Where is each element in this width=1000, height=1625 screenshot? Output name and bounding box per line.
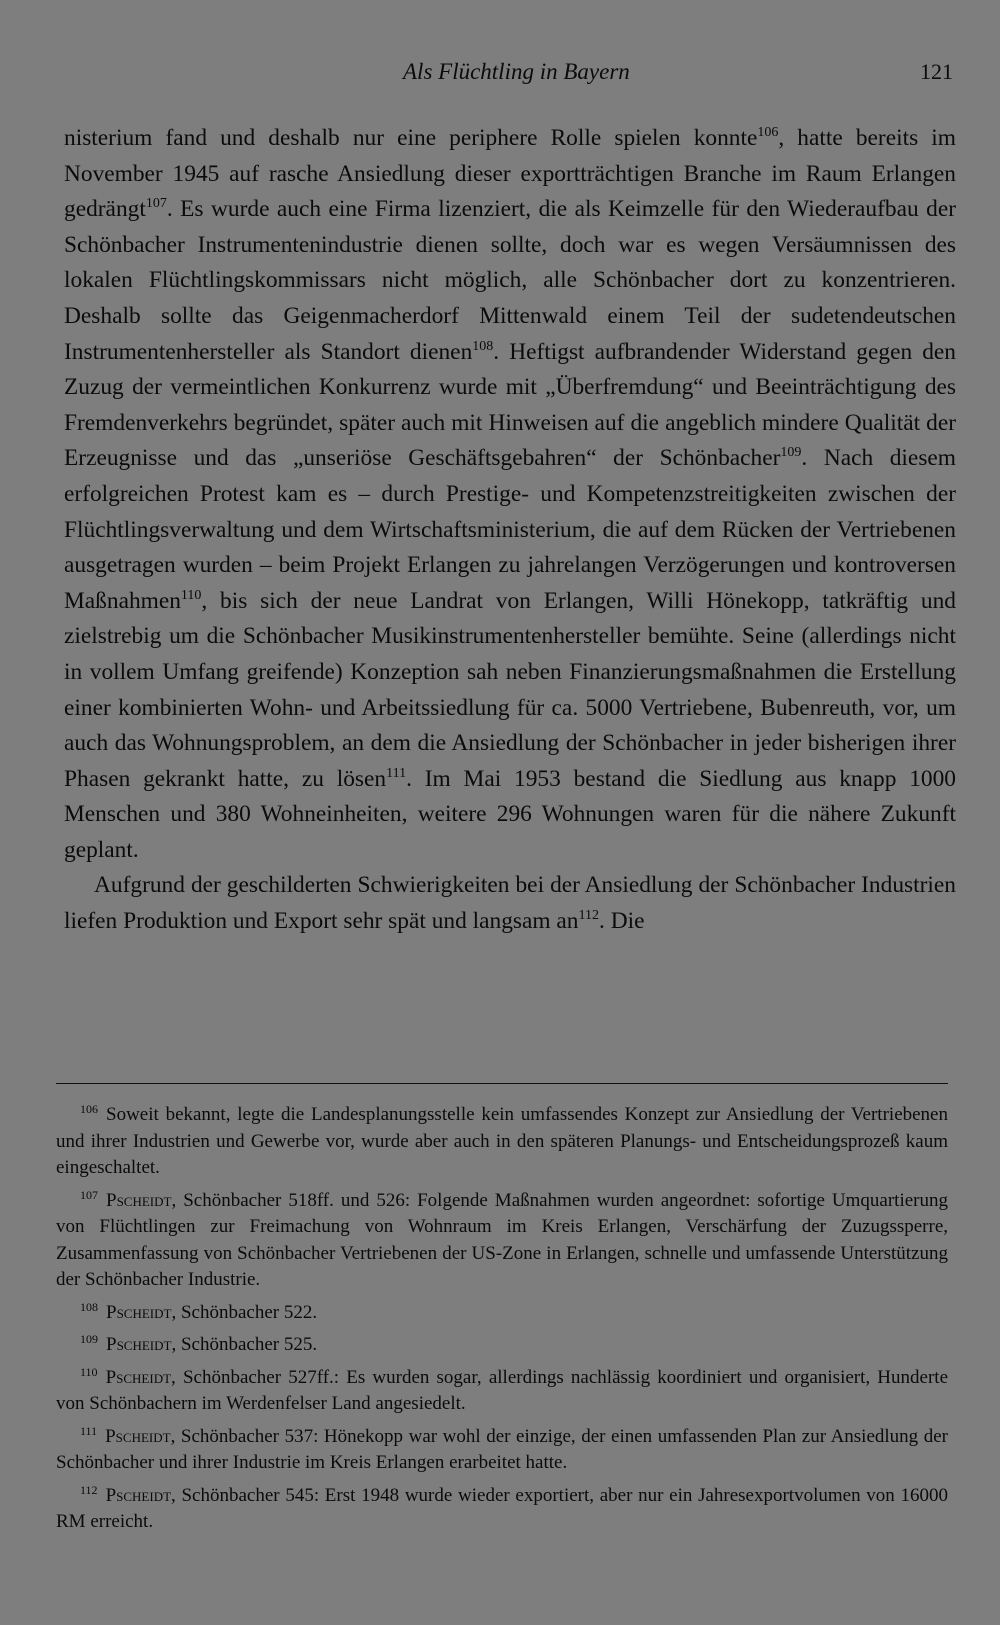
footnote-number: 107	[80, 1187, 98, 1202]
footnote-text: , Schönbacher 537: Hönekopp war wohl der einzige, der einen umfassenden Plan zur Ansiedlung der Schönbacher und ihrer Industrie im Kreis Erlangen erarbeitet hatte.	[56, 1425, 948, 1473]
footnote-ref-108: 108	[472, 338, 494, 354]
footnote	[56, 1359, 948, 1418]
footnote	[56, 1096, 948, 1182]
footnote	[56, 1418, 948, 1477]
footnote-number: 111	[80, 1423, 98, 1438]
footnote-ref-106: 106	[757, 125, 779, 140]
footnote	[56, 1326, 948, 1359]
text-run: Aufgrund der geschilderten Schwierigkeiten bei der Ansiedlung der Schönbacher Industrien liefen Produktion und Export sehr spät und langsam an	[64, 872, 956, 935]
footnote-ref-110: 110	[180, 587, 202, 603]
footnote-author: Pscheidt	[106, 1189, 172, 1211]
running-header	[0, 52, 1000, 92]
text-run: . Die	[599, 908, 645, 935]
footnote-author: Pscheidt	[106, 1334, 172, 1355]
text-run: nisterium fand und deshalb nur eine periphere Rolle spielen konnte	[64, 125, 758, 151]
footnote-author: Pscheidt	[106, 1301, 172, 1323]
footnote	[56, 1477, 948, 1536]
page-number: 121	[920, 59, 953, 84]
footnote-text: , Schönbacher 518ff. und 526: Folgende Maßnahmen wurden angeordnet: sofortige Umquartierung von Flüchtlingen zur Freimachung von Wohnraum im Kreis Erlangen, Verschärfung der Zuzugssperre, Zusammenfassung von Schönbacher Vertriebenen der US-Zone in Erlangen, schnelle und umfassende Unterstützung der Schönbacher Industrie.	[56, 1189, 948, 1290]
footnote-number: 108	[80, 1299, 98, 1314]
text-run: . Heftigst aufbrandender Widerstand gegen den Zuzug der vermeintlichen Konkurrenz wurde mit „Überfremdung“ und Beeinträchtigung des Fremdenverkehrs begründet, später auch mit Hinweisen auf die angeblich mindere Qualität der Erzeugnisse und das „unseriöse Geschäftsgebahren“ der Schönbacher	[64, 338, 956, 472]
footnote-ref-107: 107	[145, 196, 167, 212]
footnote-number: 106	[80, 1102, 98, 1116]
footnote-text: , Schönbacher 522.	[171, 1301, 318, 1323]
paragraph-1	[64, 121, 956, 868]
footnote-text: , Schönbacher 525.	[171, 1334, 318, 1355]
footnote-number: 109	[80, 1332, 98, 1346]
footnote-text: , Schönbacher 527ff.: Es wurden sogar, allerdings nachlässig koordiniert und organisiert, Hunderte von Schönbachern im Werdenfelser Land angesiedelt.	[56, 1366, 948, 1414]
text-run: . Es wurde auch eine Firma lizenziert, die als Keimzelle für den Wiederaufbau der Schönbacher Instrumentenindustrie dienen sollte, doch war es wegen Versäumnissen des lokalen Flüchtlingskommissars nicht möglich, alle Schönbacher dort zu konzentrieren. Deshalb sollte das Geigenmacherdorf Mittenwald einem Teil der sudetendeutschen Instrumentenhersteller als Standort dienen	[64, 196, 956, 365]
footnote-text: , Schönbacher 545: Erst 1948 wurde wieder exportiert, aber nur ein Jahresexportvolumen von 16000 RM erreicht.	[56, 1484, 948, 1532]
paragraph-2	[64, 868, 956, 939]
main-text	[64, 121, 956, 940]
footnote-number: 110	[80, 1364, 98, 1379]
footnote-separator	[56, 1083, 948, 1084]
text-run: . Im Mai 1953 bestand die Siedlung aus knapp 1000 Menschen und 380 Wohneinheiten, weitere 296 Wohnungen waren für die nähere Zukunft geplant.	[64, 765, 956, 863]
footnote-ref-112: 112	[578, 908, 599, 924]
footnote-ref-111: 111	[386, 765, 407, 781]
text-run: . Nach diesem erfolgreichen Protest kam es – durch Prestige- und Kompetenzstreitigkeiten zwischen der Flüchtlingsverwaltung und dem Wirtschaftsministerium, die auf dem Rücken der Vertriebenen ausgetragen wurden – beim Projekt Erlangen zu jahrelangen Verzögerungen und kontroversen Maßnahmen	[64, 445, 956, 614]
footnote-author: Pscheidt	[105, 1425, 171, 1447]
running-title: Als Flüchtling in Bayern	[403, 59, 630, 84]
footnote-author: Pscheidt	[105, 1484, 172, 1506]
footnotes	[56, 1096, 948, 1536]
footnote	[56, 1182, 948, 1294]
footnote-text: Soweit bekannt, legte die Landesplanungsstelle kein umfassendes Konzept zur Ansiedlung der Vertriebenen und ihrer Industrien und Gewerbe vor, wurde aber auch in den späteren Planungs- und Entscheidungsprozeß kaum eingeschaltet.	[56, 1104, 948, 1178]
footnote-number: 112	[80, 1482, 98, 1497]
footnote-ref-109: 109	[780, 445, 802, 461]
footnote-author: Pscheidt	[105, 1366, 172, 1388]
footnote	[56, 1294, 948, 1327]
text-run: , hatte bereits im November 1945 auf rasche Ansiedlung dieser exportträchtigen Branche im Raum Erlangen gedrängt	[64, 125, 956, 223]
text-run: , bis sich der neue Landrat von Erlangen, Willi Hönekopp, tatkräftig und zielstrebig um die Schönbacher Musikinstrumentenhersteller bemühte. Seine (allerdings nicht in vollem Umfang greifende) Konzeption sah neben Finanzierungsmaßnahmen die Erstellung einer kombinierten Wohn- und Arbeitssiedlung für ca. 5000 Vertriebene, Bubenreuth, vor, um auch das Wohnungsproblem, an dem die Ansiedlung der Schönbacher in jeder bisherigen ihrer Phasen gekrankt hatte, zu lösen	[64, 587, 956, 792]
